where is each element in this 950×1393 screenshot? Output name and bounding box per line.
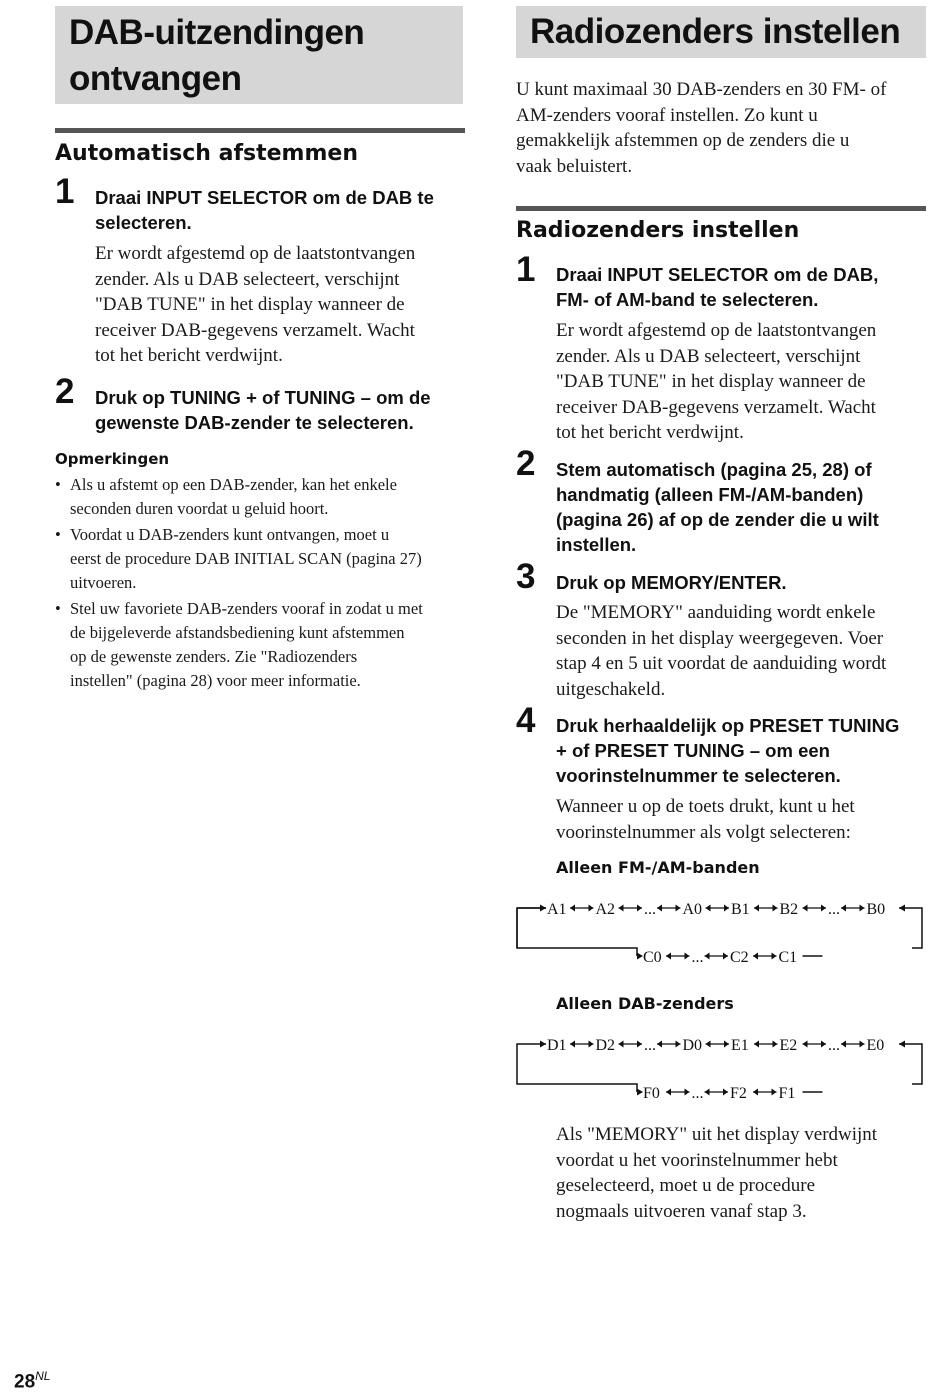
page-title-line1: DAB-uitzendingen — [69, 13, 365, 52]
step-heading — [556, 570, 926, 595]
bullet-icon: • — [55, 525, 61, 544]
arrowhead-icon — [589, 905, 594, 912]
arrowhead-icon — [841, 1041, 846, 1048]
arrowhead-icon — [685, 1089, 690, 1096]
arrowhead-icon — [860, 1041, 865, 1048]
note-line: op de gewenste zenders. Zie "Radiozenders — [70, 647, 358, 666]
section-rule — [516, 206, 926, 211]
arrowhead-icon — [685, 953, 690, 960]
step-number: 4 — [516, 701, 536, 740]
section-rule — [55, 128, 465, 133]
step-heading — [556, 713, 926, 788]
bullet-icon: • — [55, 599, 61, 618]
arrowhead-icon — [899, 1041, 905, 1048]
step-number: 1 — [516, 250, 536, 289]
cycle-label: ... — [691, 949, 704, 966]
bullet-icon: • — [55, 475, 61, 494]
arrowhead-icon — [570, 905, 575, 912]
body-line: zender. Als u DAB selecteert, verschijnt — [556, 345, 861, 367]
arrowhead-icon — [724, 1041, 729, 1048]
page-number-value: 28 — [14, 1371, 36, 1393]
arrowhead-icon — [899, 905, 905, 912]
step-body — [556, 318, 926, 446]
body-line: receiver DAB-gegevens verzamelt. Wacht — [95, 319, 415, 341]
note-item — [55, 473, 467, 521]
arrowhead-icon — [803, 905, 808, 912]
cycle-label: D1 — [547, 1037, 567, 1054]
arrowhead-icon — [754, 1041, 759, 1048]
section-title: Radiozenders instellen — [516, 218, 800, 243]
body-line: U kunt maximaal 30 DAB-zenders en 30 FM- of — [516, 79, 887, 100]
dab-cycle-svg — [516, 1026, 928, 1106]
arrowhead-icon — [706, 1041, 711, 1048]
section-title: Automatisch afstemmen — [55, 141, 358, 166]
right-title-banner: Radiozenders instellen — [516, 6, 926, 58]
body-line: receiver DAB-gegevens verzamelt. Wacht — [556, 396, 876, 418]
arrowhead-icon — [570, 1041, 575, 1048]
note-line: Voordat u DAB-zenders kunt ontvangen, moet u — [70, 525, 390, 544]
dab-cycle-title: Alleen DAB-zenders — [556, 994, 734, 1013]
step-body — [556, 794, 926, 845]
arrowhead-icon — [821, 905, 826, 912]
body-line: zender. Als u DAB selecteert, verschijnt — [95, 268, 400, 290]
cycle-label: ... — [644, 901, 656, 918]
cycle-label: C0 — [643, 949, 662, 966]
cycle-label: B0 — [866, 901, 886, 918]
body-line: De "MEMORY" aanduiding wordt enkele — [556, 602, 876, 623]
cycle-label: ... — [691, 1085, 704, 1102]
arrowhead-icon — [754, 905, 759, 912]
body-line: Wanneer u op de toets drukt, kunt u het — [556, 796, 855, 817]
cycle-label: F0 — [643, 1085, 660, 1102]
note-line: instellen" (pagina 28) voor meer informatie. — [70, 671, 361, 690]
arrowhead-icon — [821, 1041, 826, 1048]
arrowhead-icon — [753, 953, 758, 960]
dab-cycle-diagram — [516, 1026, 928, 1111]
cycle-label: ... — [828, 901, 840, 918]
page-title-line2: ontvangen — [69, 59, 242, 98]
arrowhead-icon — [540, 905, 546, 912]
arrowhead-icon — [803, 1041, 808, 1048]
body-line: "DAB TUNE" in het display wanneer de — [556, 371, 866, 392]
page-number — [14, 1369, 50, 1393]
cycle-label: E0 — [866, 1037, 885, 1054]
cycle-label: B1 — [731, 901, 750, 918]
cycle-label: A0 — [682, 901, 703, 918]
arrowhead-icon — [724, 905, 729, 912]
body-line: seconden in het display weergegeven. Voer — [556, 627, 884, 649]
cycle-label: E2 — [779, 1037, 798, 1054]
step-heading-line: + of PRESET TUNING – om een — [556, 740, 830, 761]
arrowhead-icon — [860, 905, 865, 912]
note-line: Stel uw favoriete DAB-zenders vooraf in zodat u met — [70, 599, 423, 618]
step-heading-line: Draai INPUT SELECTOR om de DAB te — [95, 187, 434, 208]
arrowhead-icon — [705, 1089, 710, 1096]
arrowhead-icon — [540, 1041, 546, 1048]
body-line: Er wordt afgestemd op de laatstontvangen — [556, 320, 877, 341]
note-line: eerst de procedure DAB INITIAL SCAN (pagina 27) — [70, 549, 422, 568]
arrowhead-icon — [657, 1041, 662, 1048]
cycle-label: D0 — [682, 1037, 703, 1054]
body-line: uitgeschakeld. — [556, 678, 666, 700]
cycle-label: B2 — [779, 901, 799, 918]
arrowhead-icon — [637, 1041, 642, 1048]
step-heading-line: Draai INPUT SELECTOR om de DAB, — [556, 264, 879, 285]
arrowhead-icon — [676, 905, 681, 912]
arrowhead-icon — [619, 905, 624, 912]
note-line: uitvoeren. — [70, 573, 137, 592]
cycle-label: F1 — [778, 1085, 796, 1102]
step-heading-line: gewenste DAB-zender te selecteren. — [95, 412, 414, 433]
cycle-label: F2 — [730, 1085, 747, 1102]
arrowhead-icon — [706, 905, 711, 912]
step-heading — [556, 262, 926, 312]
step-heading-line: Druk herhaaldelijk op PRESET TUNING — [556, 715, 900, 736]
fmam-cycle-diagram — [516, 890, 928, 975]
page-language-code: NL — [35, 1369, 51, 1383]
arrowhead-icon — [773, 905, 778, 912]
step-heading-line: Druk op MEMORY/ENTER. — [556, 572, 787, 593]
step-heading-line: instellen. — [556, 534, 637, 555]
step-heading — [556, 457, 926, 557]
cycle-label: C2 — [730, 949, 749, 966]
notes-list — [55, 473, 467, 693]
step-number: 2 — [55, 372, 75, 411]
arrowhead-icon — [772, 1089, 777, 1096]
arrowhead-icon — [753, 1089, 758, 1096]
step-heading-line: selecteren. — [95, 212, 192, 233]
arrowhead-icon — [657, 905, 662, 912]
cycle-label: A1 — [547, 901, 567, 918]
body-line: vaak beluistert. — [516, 155, 633, 177]
step-heading-line: Stem automatisch (pagina 25, 28) of — [556, 459, 872, 480]
body-line: tot het bericht verdwijnt. — [95, 345, 283, 366]
body-line: Er wordt afgestemd op de laatstontvangen — [95, 243, 416, 264]
step-heading-line: (pagina 26) af op de zender die u wilt — [556, 509, 879, 530]
cycle-label: A2 — [595, 901, 616, 918]
body-line: geselecteerd, moet u de procedure — [556, 1175, 816, 1196]
arrowhead-icon — [723, 953, 728, 960]
arrowhead-icon — [772, 953, 777, 960]
step-number: 2 — [516, 444, 536, 483]
arrowhead-icon — [676, 1041, 681, 1048]
arrowhead-icon — [705, 953, 710, 960]
cycle-label: ... — [828, 1037, 840, 1054]
arrowhead-icon — [589, 1041, 594, 1048]
note-line: de bijgeleverde afstandsbediening kunt afstemmen — [70, 623, 405, 642]
arrowhead-icon — [637, 905, 642, 912]
note-line: Als u afstemt op een DAB-zender, kan het enkele — [70, 475, 397, 494]
arrowhead-icon — [723, 1089, 728, 1096]
step-body — [95, 241, 465, 369]
note-line: seconden duren voordat u geluid hoort. — [70, 499, 329, 518]
step-heading-line: voorinstelnummer te selecteren. — [556, 765, 841, 786]
closing-text — [556, 1122, 926, 1224]
step-heading-line: handmatig (alleen FM-/AM-banden) — [556, 484, 864, 505]
arrowhead-icon — [773, 1041, 778, 1048]
step-heading-line: Druk op TUNING + of TUNING – om de — [95, 387, 431, 408]
step-number: 1 — [55, 172, 75, 211]
cycle-label: C1 — [778, 949, 798, 966]
cycle-label: E1 — [731, 1037, 749, 1054]
step-heading-line: FM- of AM-band te selecteren. — [556, 289, 819, 310]
cycle-label: ... — [644, 1037, 656, 1054]
fmam-cycle-title: Alleen FM-/AM-banden — [556, 858, 760, 877]
cycle-label: D2 — [595, 1037, 616, 1054]
arrowhead-icon — [619, 1041, 624, 1048]
step-heading — [95, 385, 465, 435]
body-line: tot het bericht verdwijnt. — [556, 422, 744, 443]
arrowhead-icon — [666, 1089, 671, 1096]
step-body — [556, 600, 926, 702]
body-line: voordat u het voorinstelnummer hebt — [556, 1149, 838, 1171]
note-item — [55, 597, 467, 693]
note-item — [55, 523, 467, 595]
arrowhead-icon — [666, 953, 671, 960]
body-line: Als "MEMORY" uit het display verdwijnt — [556, 1124, 878, 1145]
step-heading — [95, 185, 465, 235]
page-title-banner — [55, 6, 463, 104]
intro-text — [516, 77, 928, 179]
body-line: voorinstelnummer als volgt selecteren: — [556, 821, 851, 843]
body-line: stap 4 en 5 uit voordat de aanduiding wordt — [556, 653, 887, 674]
step-number: 3 — [516, 557, 536, 596]
fmam-cycle-svg — [516, 890, 928, 970]
arrowhead-icon — [841, 905, 846, 912]
body-line: gemakkelijk afstemmen op de zenders die u — [516, 130, 850, 151]
body-line: AM-zenders vooraf instellen. Zo kunt u — [516, 104, 818, 126]
body-line: "DAB TUNE" in het display wanneer de — [95, 294, 405, 315]
body-line: nogmaals uitvoeren vanaf stap 3. — [556, 1200, 807, 1222]
notes-title: Opmerkingen — [55, 450, 170, 468]
